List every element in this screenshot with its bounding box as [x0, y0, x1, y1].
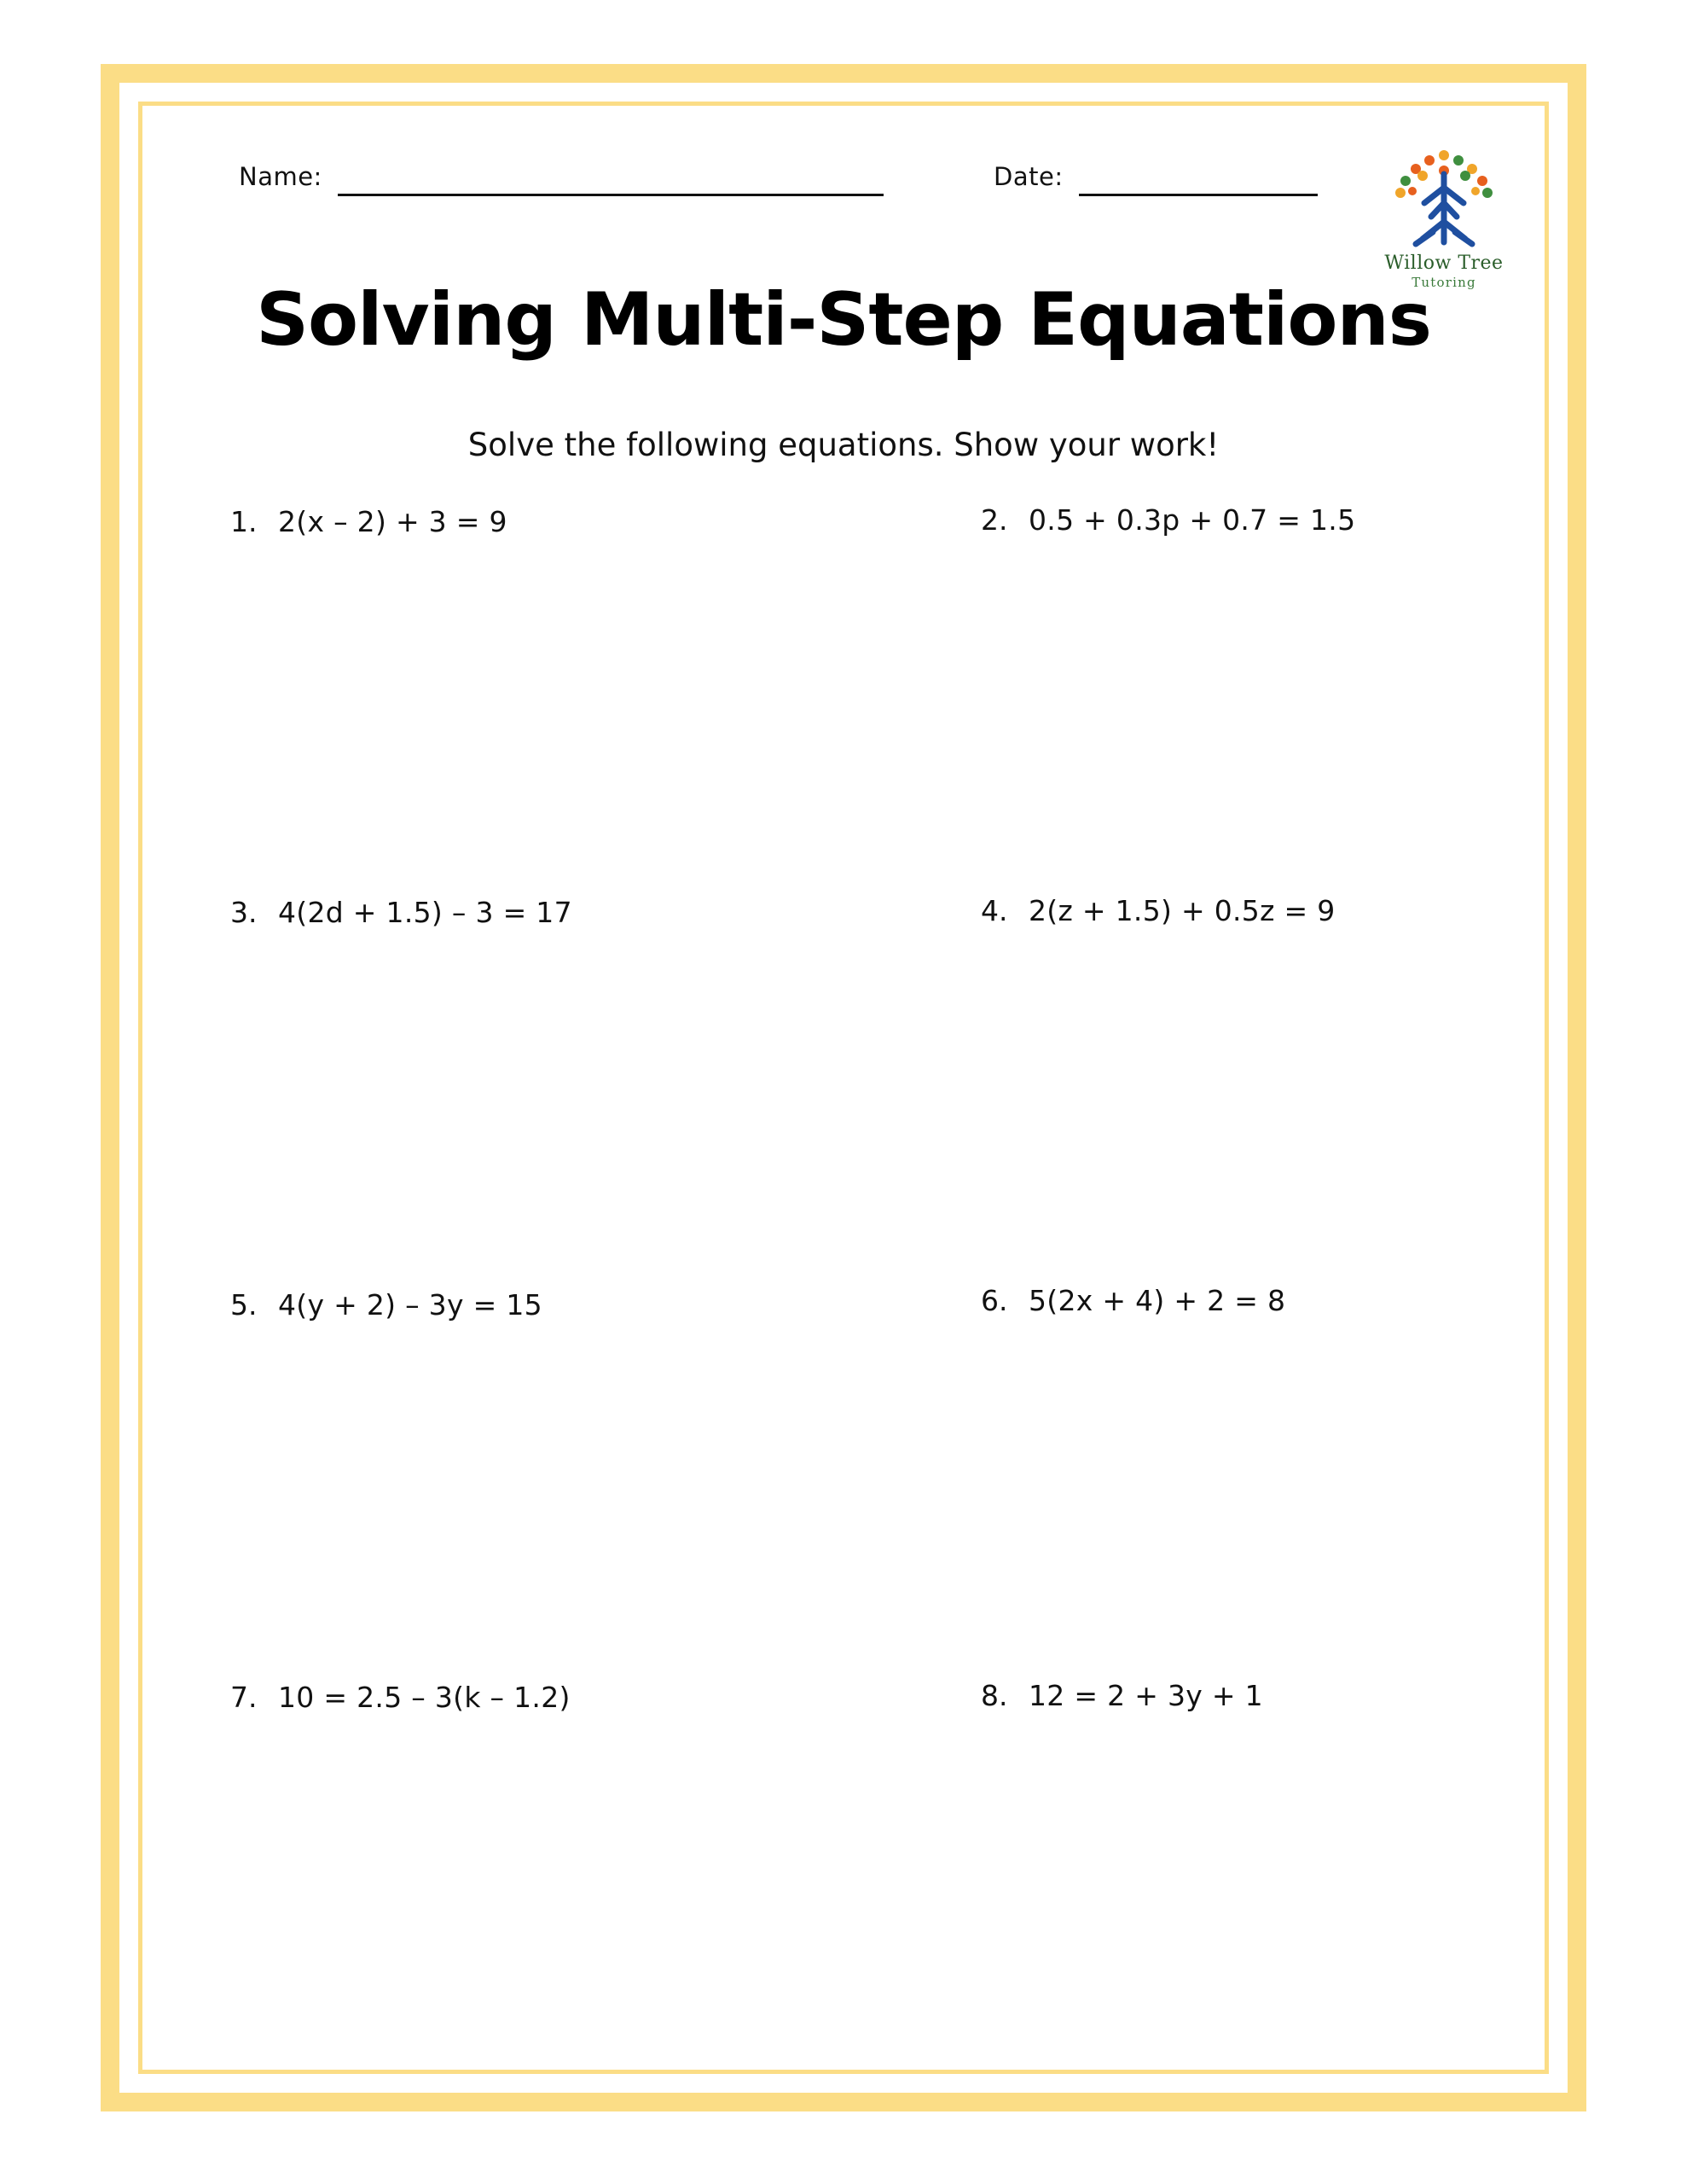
- problem-equation: 4(2d + 1.5) – 3 = 17: [278, 896, 572, 929]
- problem-item: [981, 894, 1336, 927]
- problem-equation: 0.5 + 0.3p + 0.7 = 1.5: [1029, 503, 1356, 537]
- page-title: Solving Multi-Step Equations: [256, 277, 1431, 363]
- logo-name-secondary: Tutoring: [1412, 275, 1476, 290]
- problem-number: 1.: [230, 505, 258, 538]
- logo-name-primary: Willow Tree: [1384, 253, 1504, 274]
- problem-number: 8.: [981, 1679, 1008, 1712]
- name-field[interactable]: [239, 162, 884, 196]
- problem-number: 3.: [230, 896, 258, 929]
- name-write-line[interactable]: [338, 193, 884, 196]
- date-write-line[interactable]: [1079, 193, 1318, 196]
- problem-equation: 2(z + 1.5) + 0.5z = 9: [1029, 894, 1336, 927]
- problem-number: 2.: [981, 503, 1008, 537]
- problem-equation: 2(x – 2) + 3 = 9: [278, 505, 507, 538]
- problem-item: [981, 503, 1355, 537]
- problem-item: [230, 505, 507, 538]
- problem-item: [981, 1679, 1263, 1712]
- problem-number: 7.: [230, 1681, 258, 1714]
- problem-equation: 12 = 2 + 3y + 1: [1029, 1679, 1263, 1712]
- student-info-header: [239, 162, 1450, 230]
- problem-item: [230, 896, 572, 929]
- problem-number: 6.: [981, 1284, 1008, 1317]
- problem-item: [981, 1284, 1285, 1317]
- problem-item: [230, 1288, 542, 1321]
- name-label: Name:: [239, 162, 322, 191]
- willow-tree-icon: [1363, 143, 1525, 254]
- problem-list: [230, 495, 1501, 1800]
- problem-equation: 4(y + 2) – 3y = 15: [278, 1288, 542, 1321]
- problem-equation: 5(2x + 4) + 2 = 8: [1029, 1284, 1286, 1317]
- logo: [1363, 143, 1525, 293]
- problem-item: [230, 1681, 571, 1714]
- date-label: Date:: [994, 162, 1064, 191]
- problem-number: 5.: [230, 1288, 258, 1321]
- problem-number: 4.: [981, 894, 1008, 927]
- instructions-text: Solve the following equations. Show your work!: [467, 427, 1220, 463]
- problem-equation: 10 = 2.5 – 3(k – 1.2): [278, 1681, 571, 1714]
- date-field[interactable]: [994, 162, 1318, 196]
